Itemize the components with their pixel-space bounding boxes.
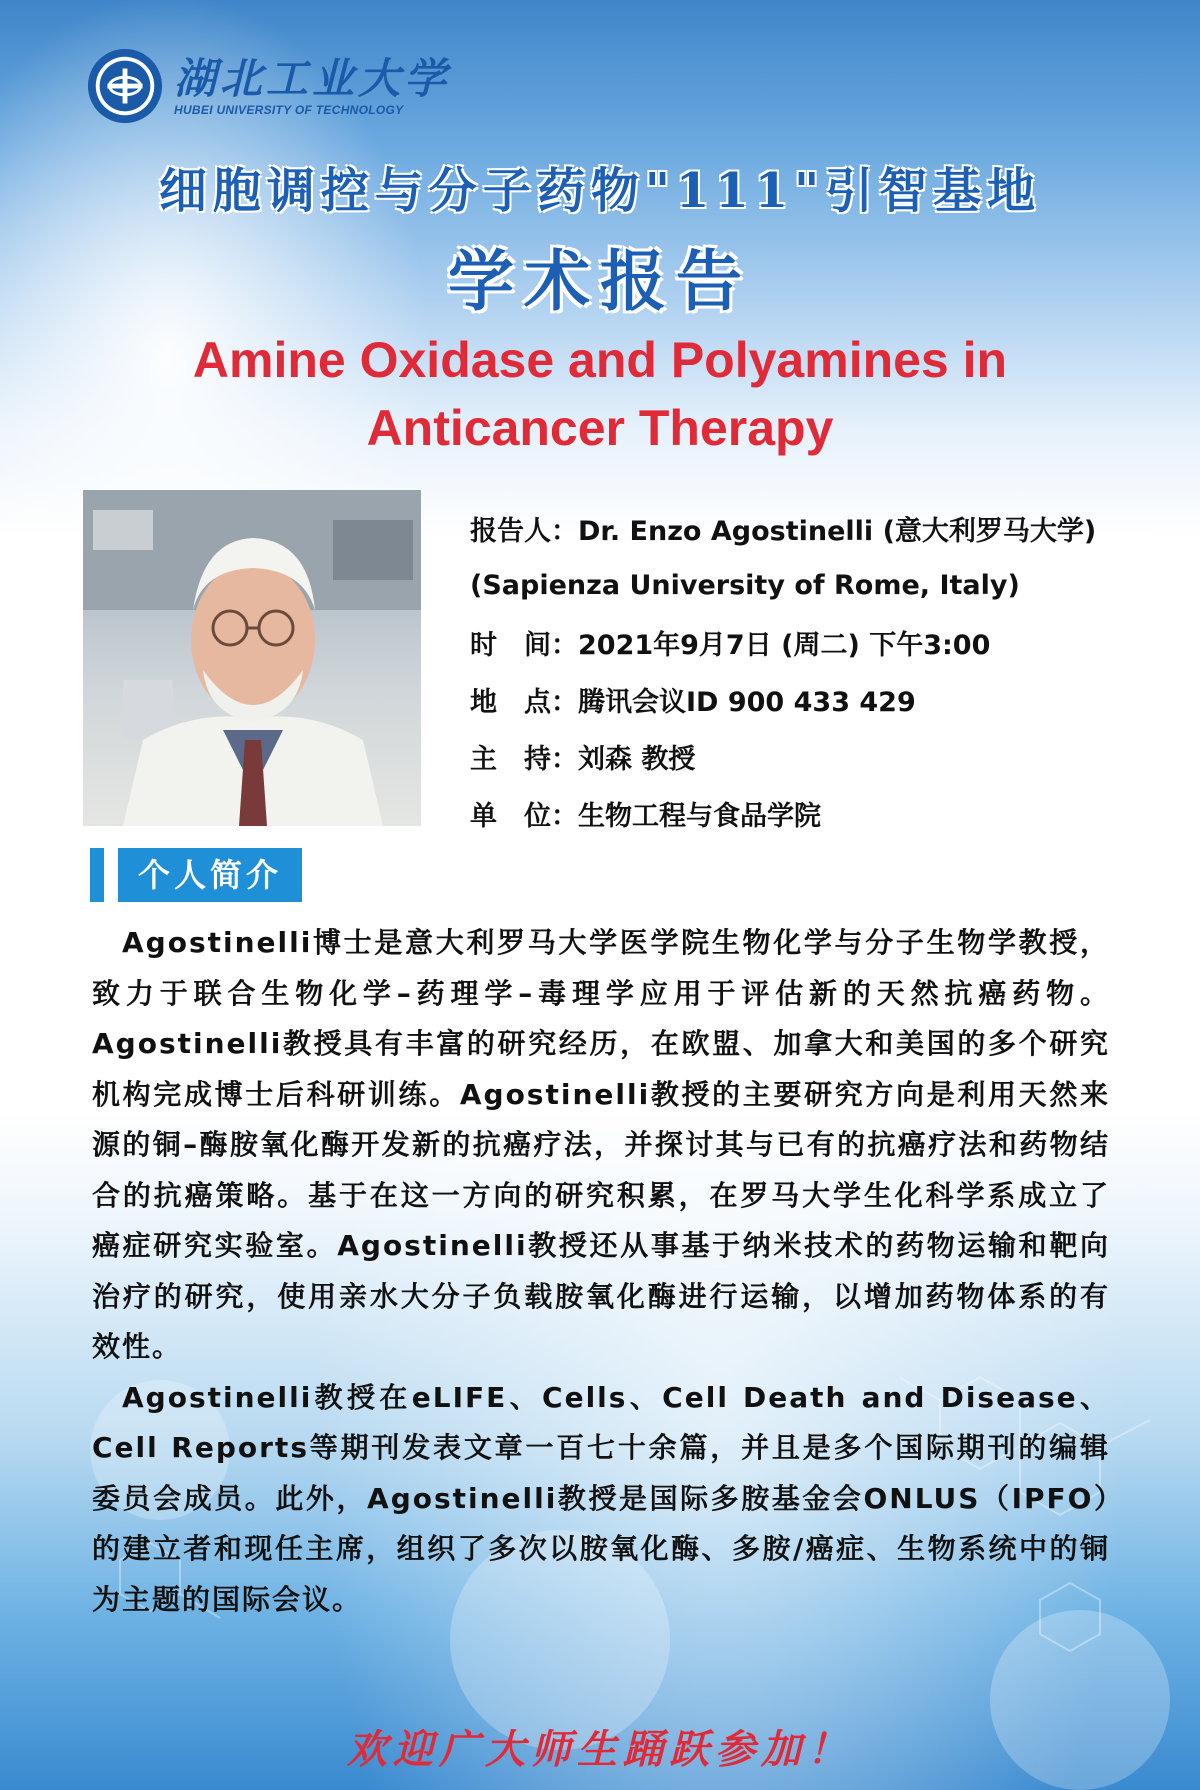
speaker-value: Dr. Enzo Agostinelli (意大利罗马大学)	[578, 516, 1097, 547]
bio-paragraph-1: Agostinelli博士是意大利罗马大学医学院生物化学与分子生物学教授，致力于联合生物化学–药理学–毒理学应用于评估新的天然抗癌药物。Agostinelli教授具有丰富的研究经历，在欧盟、加拿大和美国的多个研究机构完成博士后科研训练。Agostinelli教授的主要研究方向是利用天然来源的铜–酶胺氧化酶开发新的抗癌疗法，并探讨其与已有的抗癌疗法和药物结合的抗癌策略。基于在这一方向的研究积累，在罗马大学生化科学系成立了癌症研究实验室。Agostinelli教授还从事基于纳米技术的药物运输和靶向治疗的研究，使用亲水大分子负载胺氧化酶进行运输，以增加药物体系的有效性。	[92, 926, 1110, 1363]
university-logo	[86, 48, 450, 124]
info-row-location	[470, 671, 1190, 728]
host-value: 刘森 教授	[578, 744, 696, 775]
section-accent-bar	[90, 848, 104, 902]
talk-info	[470, 500, 1190, 842]
page-title: 学术报告	[448, 242, 752, 320]
talk-title	[0, 326, 1200, 462]
logo-english-name: HUBEI UNIVERSITY OF TECHNOLOGY	[174, 103, 404, 117]
info-row-speaker	[470, 500, 1190, 557]
talk-title-line-2: Anticancer Therapy	[366, 400, 834, 456]
section-label: 个人简介	[118, 848, 302, 902]
info-row-time	[470, 614, 1190, 671]
speaker-photo	[83, 490, 421, 826]
bio-section-header	[90, 848, 302, 902]
speaker-bio	[92, 918, 1110, 1625]
talk-title-line-1: Amine Oxidase and Polyamines in	[192, 332, 1008, 388]
location-value: 腾讯会议ID 900 433 429	[578, 687, 916, 718]
welcome-message: 欢迎广大师生踊跃参加！	[347, 1726, 853, 1773]
time-value: 2021年9月7日 (周二) 下午3:00	[578, 630, 991, 661]
affiliation-value: (Sapienza University of Rome, Italy)	[470, 570, 1020, 601]
host-label: 主 持：	[470, 744, 578, 775]
base-subtitle: 细胞调控与分子药物"111"引智基地	[158, 163, 1042, 219]
speaker-portrait-icon	[83, 490, 421, 826]
unit-label: 单 位：	[470, 801, 578, 832]
logo-chinese-name: 湖北工业大学	[174, 54, 451, 103]
location-label: 地 点：	[470, 687, 578, 718]
speaker-label: 报告人：	[470, 516, 578, 547]
university-seal-icon	[86, 47, 164, 125]
info-row-affiliation	[470, 557, 1190, 614]
info-row-unit	[470, 785, 1190, 842]
bio-paragraph-2: Agostinelli教授在eLIFE、Cells、Cell Death and Disease、Cell Reports等期刊发表文章一百七十余篇，并且是多个国际期刊的编辑委员会成员。此外，Agostinelli教授是国际多胺基金会ONLUS（IPFO）的建立者和现任主席，组织了多次以胺氧化酶、多胺/癌症、生物系统中的铜为主题的国际会议。	[92, 1380, 1110, 1616]
time-label: 时 间：	[470, 630, 578, 661]
info-row-host	[470, 728, 1190, 785]
unit-value: 生物工程与食品学院	[578, 801, 821, 832]
